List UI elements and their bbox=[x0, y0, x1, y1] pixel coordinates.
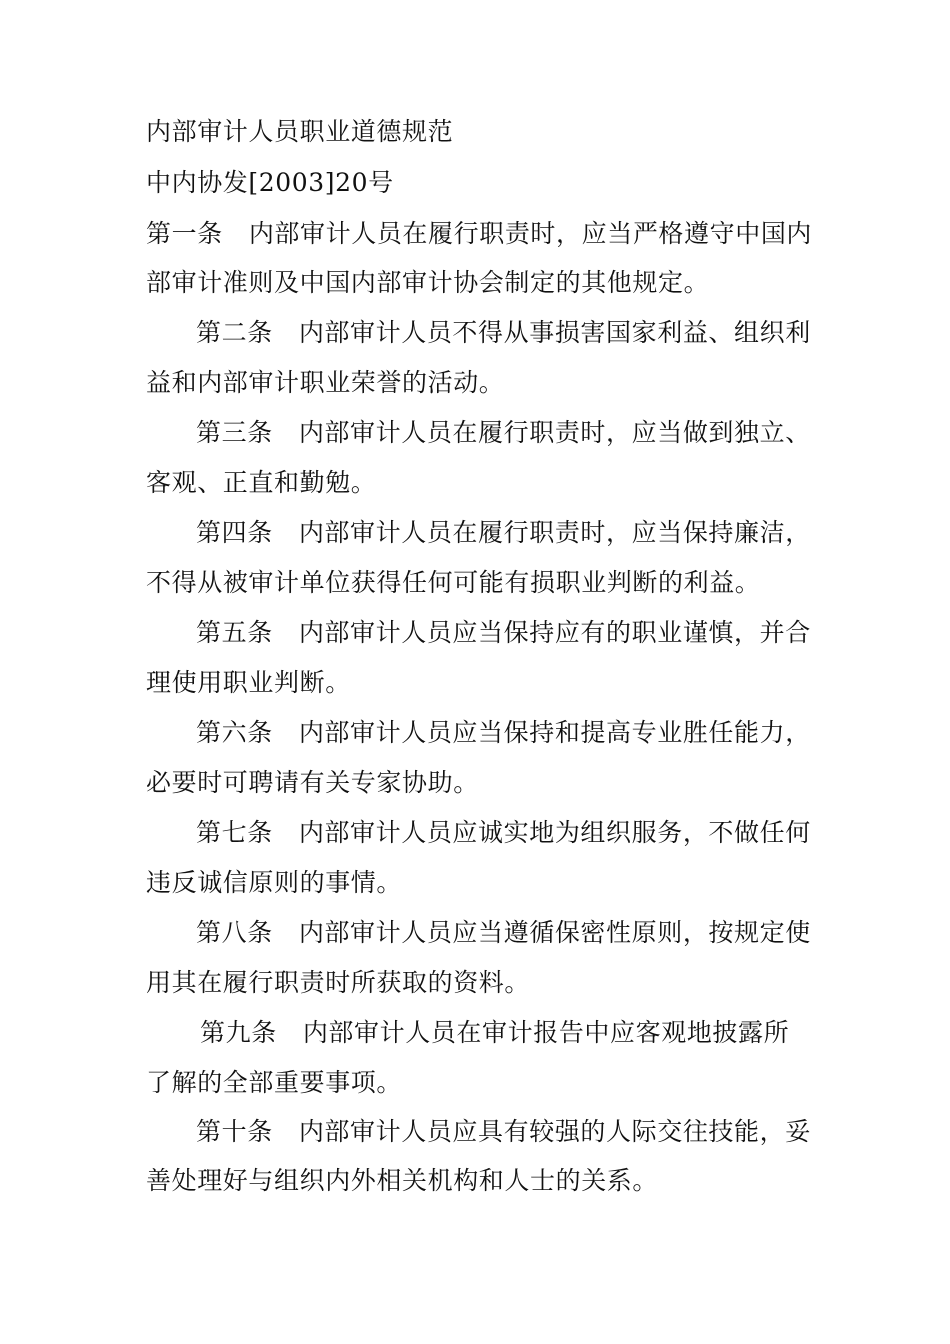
article-label: 第二条 bbox=[196, 318, 273, 347]
article-6-line-2: 必要时可聘请有关专家协助。 bbox=[146, 768, 479, 797]
article-3-line-2: 客观、正直和勤勉。 bbox=[146, 468, 377, 497]
article-label: 第十条 bbox=[196, 1117, 273, 1146]
article-text: 内部审计人员应诚实地为组织服务，不做任何 bbox=[298, 818, 811, 847]
article-label: 第六条 bbox=[196, 718, 273, 747]
document-number: 中内协发[2003]20号 bbox=[146, 168, 394, 197]
article-label: 第三条 bbox=[196, 418, 273, 447]
article-label: 第一条 bbox=[146, 219, 223, 248]
article-text: 内部审计人员在履行职责时，应当做到独立、 bbox=[298, 418, 811, 447]
article-10-line-2: 善处理好与组织内外相关机构和人士的关系。 bbox=[146, 1166, 659, 1195]
article-5-line-2: 理使用职业判断。 bbox=[146, 668, 351, 697]
article-text: 内部审计人员应当保持和提高专业胜任能力， bbox=[298, 718, 811, 747]
article-9-line-2: 了解的全部重要事项。 bbox=[146, 1068, 403, 1097]
article-1-line-1 bbox=[146, 219, 812, 249]
article-9-line-1 bbox=[200, 1018, 789, 1048]
article-5-line-1 bbox=[196, 618, 811, 648]
article-1-line-2: 部审计准则及中国内部审计协会制定的其他规定。 bbox=[146, 268, 710, 297]
article-text: 内部审计人员应具有较强的人际交往技能，妥 bbox=[298, 1117, 811, 1146]
article-text: 内部审计人员在履行职责时，应当保持廉洁， bbox=[298, 518, 811, 547]
article-4-line-1 bbox=[196, 518, 811, 548]
article-label: 第五条 bbox=[196, 618, 273, 647]
article-7-line-2: 违反诚信原则的事情。 bbox=[146, 868, 403, 897]
article-text: 内部审计人员不得从事损害国家利益、组织利 bbox=[298, 318, 811, 347]
article-2-line-1 bbox=[196, 318, 811, 348]
article-text: 内部审计人员应当保持应有的职业谨慎，并合 bbox=[298, 618, 811, 647]
article-label: 第八条 bbox=[196, 918, 273, 947]
article-text: 内部审计人员应当遵循保密性原则，按规定使 bbox=[298, 918, 811, 947]
article-8-line-2: 用其在履行职责时所获取的资料。 bbox=[146, 968, 531, 997]
article-label: 第九条 bbox=[200, 1018, 277, 1047]
article-text: 内部审计人员在审计报告中应客观地披露所 bbox=[302, 1018, 790, 1047]
article-label: 第七条 bbox=[196, 818, 273, 847]
article-text: 内部审计人员在履行职责时，应当严格遵守中国内 bbox=[248, 219, 813, 248]
article-4-line-2: 不得从被审计单位获得任何可能有损职业判断的利益。 bbox=[146, 568, 761, 597]
article-2-line-2: 益和内部审计职业荣誉的活动。 bbox=[146, 368, 505, 397]
article-10-line-1 bbox=[196, 1117, 811, 1147]
article-6-line-1 bbox=[196, 718, 811, 748]
article-label: 第四条 bbox=[196, 518, 273, 547]
article-3-line-1 bbox=[196, 418, 811, 448]
document-title: 内部审计人员职业道德规范 bbox=[146, 117, 454, 146]
article-8-line-1 bbox=[196, 918, 811, 948]
article-7-line-1 bbox=[196, 818, 811, 848]
